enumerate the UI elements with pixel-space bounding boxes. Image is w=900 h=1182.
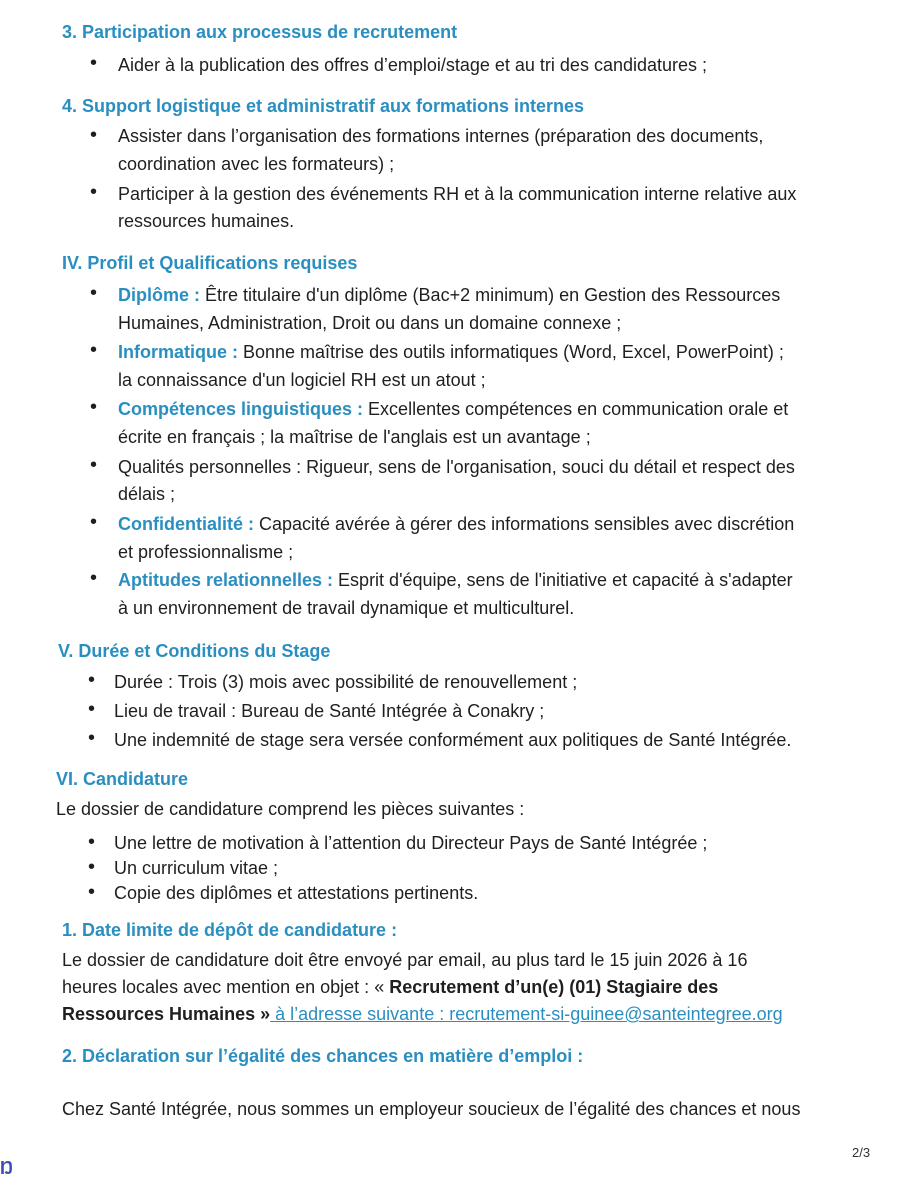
qualification-informatique [118,338,784,366]
qualification-label: Confidentialité : [118,514,254,534]
deadline-line-2 [62,973,718,1001]
qualification-label: Aptitudes relationnelles : [118,570,334,590]
qualification-text: Bonne maîtrise des outils informatiques (Word, Excel, PowerPoint) ; [238,342,784,362]
qualification-label: Informatique : [118,342,238,362]
deadline-line-3 [62,1000,783,1028]
section-4-item-2-line-2: ressources humaines. [118,211,295,231]
qualification-qualites: Qualités personnelles : Rigueur, sens de l'organisation, souci du détail et respect des [118,457,795,477]
equality-line-1: Chez Santé Intégrée, nous sommes un employeur soucieux de l’égalité des chances et nous [62,1099,801,1119]
qualification-linguistique [118,395,788,423]
bullet-icon: • [88,881,96,903]
initials-mark: Ŋ [0,1158,14,1178]
equality-heading: 2. Déclaration sur l’égalité des chances en matière d’emploi : [62,1046,584,1066]
deadline-text: heures locales avec mention en objet : « [62,977,390,997]
qualification-qualites-line-2: délais ; [118,484,176,504]
bullet-icon: • [90,52,98,74]
piece-cv: Un curriculum vitae ; [114,858,279,878]
qualification-label: Diplôme : [118,285,201,305]
bullet-icon: • [88,727,96,749]
deadline-subject-end: Ressources Humaines » [62,1004,271,1024]
bullet-icon: • [88,669,96,691]
email-link[interactable]: à l’adresse suivante : recrutement-si-guinee@santeintegree.org [270,1004,783,1024]
bullet-icon: • [90,511,98,533]
section-4-heading: 4. Support logistique et administratif aux formations internes [62,96,585,116]
bullet-icon: • [90,396,98,418]
section-3-heading: 3. Participation aux processus de recrutement [62,22,458,42]
deadline-line-1: Le dossier de candidature doit être envoyé par email, au plus tard le 15 juin 2026 à 16 [62,950,748,970]
condition-duree: Durée : Trois (3) mois avec possibilité de renouvellement ; [114,672,578,692]
qualification-text: Excellentes compétences en communication orale et [363,399,789,419]
bullet-icon: • [88,698,96,720]
piece-lettre: Une lettre de motivation à l’attention du Directeur Pays de Santé Intégrée ; [114,833,708,853]
bullet-icon: • [90,282,98,304]
qualification-text: Capacité avérée à gérer des informations sensibles avec discrétion [254,514,795,534]
candidature-intro: Le dossier de candidature comprend les pièces suivantes : [56,799,525,819]
deadline-heading: 1. Date limite de dépôt de candidature : [62,920,398,940]
section-iv-heading: IV. Profil et Qualifications requises [62,253,358,273]
qualification-confidentialite [118,510,794,538]
qualification-text: Être titulaire d'un diplôme (Bac+2 minimum) en Gestion des Ressources [200,285,781,305]
bullet-icon: • [90,181,98,203]
bullet-icon: • [90,339,98,361]
section-4-item-1-line-2: coordination avec les formateurs) ; [118,154,395,174]
section-v-heading: V. Durée et Conditions du Stage [58,641,331,661]
section-4-item-1-line-1: Assister dans l’organisation des formations internes (préparation des documents, [118,126,764,146]
bullet-icon: • [88,831,96,853]
deadline-subject: Recrutement d’un(e) (01) Stagiaire des [389,977,719,997]
section-vi-heading: VI. Candidature [56,769,189,789]
page-number: 2/3 [852,1145,871,1160]
qualification-text: Esprit d'équipe, sens de l'initiative et capacité à s'adapter [333,570,793,590]
qualification-linguistique-line-2: écrite en français ; la maîtrise de l'anglais est un avantage ; [118,427,591,447]
qualification-diplome [118,281,780,309]
qualification-aptitudes-line-2: à un environnement de travail dynamique et multiculturel. [118,598,575,618]
bullet-icon: • [90,124,98,146]
section-4-item-2-line-1: Participer à la gestion des événements RH et à la communication interne relative aux [118,184,797,204]
bullet-icon: • [90,567,98,589]
condition-lieu: Lieu de travail : Bureau de Santé Intégrée à Conakry ; [114,701,545,721]
qualification-diplome-line-2: Humaines, Administration, Droit ou dans un domaine connexe ; [118,313,622,333]
qualification-informatique-line-2: la connaissance d'un logiciel RH est un atout ; [118,370,486,390]
piece-diplomes: Copie des diplômes et attestations pertinents. [114,883,479,903]
condition-indemnite: Une indemnité de stage sera versée conformément aux politiques de Santé Intégrée. [114,730,792,750]
qualification-aptitudes [118,566,793,594]
qualification-label: Compétences linguistiques : [118,399,364,419]
qualification-confidentialite-line-2: et professionnalisme ; [118,542,294,562]
section-3-item: Aider à la publication des offres d’emploi/stage et au tri des candidatures ; [118,55,708,75]
bullet-icon: • [90,454,98,476]
bullet-icon: • [88,856,96,878]
